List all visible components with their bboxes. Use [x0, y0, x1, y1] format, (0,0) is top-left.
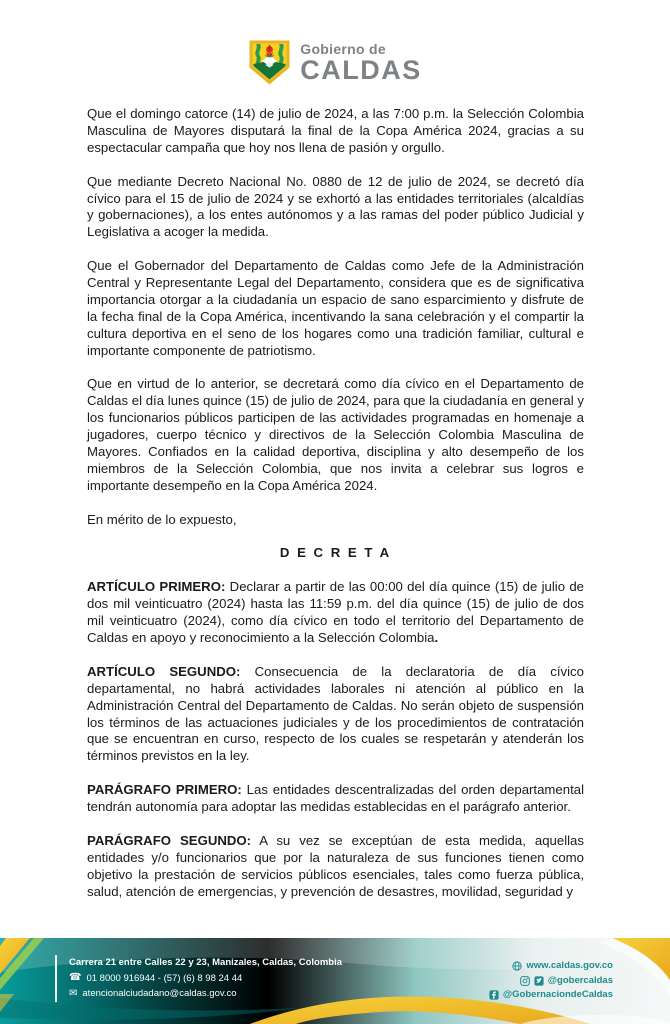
footer-phone	[69, 971, 342, 987]
instagram-icon[interactable]	[520, 976, 530, 986]
page-footer	[0, 938, 670, 1024]
footer-phone-text: 01 8000 916944 - (57) (6) 8 98 24 44	[86, 972, 243, 984]
considerando-paragraph-3: Que el Gobernador del Departamento de Caldas como Jefe de la Administración Central y Representante Legal del Departamento, considera que es de significativa importancia otorgar a la ciudadanía un espacio de sano esparcimiento y disfrute de la fecha final de la Copa América, incentivando la sana celebración y el compartir la cultura deportiva en el seno de los hogares como una tradición familiar, cultural e importante componente de patriotismo.	[87, 258, 584, 358]
articulo-segundo-text: Consecuencia de la declaratoria de día cívico departamental, no habrá actividades laborales ni atención al público en la Administración Central del Departamento de Caldas. No serán objeto de suspensión los términos de las actuaciones judiciales y de los procedimientos de contratación que se encuentran en curso, respecto de los cuales se respetarán y atenderán los términos previstos en la ley.	[87, 663, 584, 764]
footer-email-text[interactable]: atencionalciudadano@caldas.gov.co	[82, 988, 237, 999]
considerando-paragraph-1: Que el domingo catorce (14) de julio de 2024, a las 7:00 p.m. la Selección Colombia Masculina de Mayores disputará la final de la Copa América 2024, gracias a su espectacular campaña que hoy nos llena de pasión y orgullo.	[87, 106, 584, 155]
footer-website	[489, 959, 613, 974]
considerando-paragraph-4: Que en virtud de lo anterior, se decretará como día cívico en el Departamento de Caldas el día lunes quince (15) de julio de 2024, para que la ciudadanía en general y los funcionarios públicos participen de las actividades programadas en homenaje a jugadores, cuerpo técnico y directivos de la Selección Colombia Masculina de Mayores. Confiados en la calidad deportiva, disciplina y alto desempeño de los miembros de la Selección Colombia, que nos invita a celebrar sus logros e importante desempeño en la Copa América 2024.	[87, 376, 584, 493]
footer-address	[69, 955, 342, 971]
paragrafo-segundo-text: A su vez se exceptúan de esta medida, aquellas entidades y/o funcionarios que por la naturaleza de sus funciones tienen como objetivo la prestación de servicios públicos esenciales, tales como fuerza pública, salud, atención de emergencias, y prevención de desastres, movilidad, seguridad y	[87, 832, 584, 899]
paragrafo-primero-label: PARÁGRAFO PRIMERO:	[87, 782, 242, 798]
logo-wordmark	[300, 42, 422, 83]
footer-social-handle-text[interactable]: @gobercaldas	[547, 974, 613, 986]
phone-icon: ☎	[69, 972, 82, 984]
considerando-paragraph-2: Que mediante Decreto Nacional No. 0880 de 12 de julio de 2024, se decretó día cívico para el 15 de julio de 2024 y se exhortó a las entidades territoriales (alcaldías y gobernaciones), a los entes autónomos y a las ramas del poder público Judicial y Legislativa a acoger la medida.	[87, 173, 584, 240]
header-logo	[0, 0, 670, 92]
footer-email	[69, 986, 342, 1002]
articulo-primero-label: ARTÍCULO PRIMERO:	[87, 579, 226, 595]
footer-address-text: Carrera 21 entre Calles 22 y 23, Manizales, Caldas, Colombia	[69, 957, 342, 968]
footer-facebook	[489, 988, 613, 1003]
decreta-heading: D E C R E T A	[279, 545, 392, 561]
logo-text-caldas: CALDAS	[300, 55, 422, 85]
paragrafo-primero	[87, 782, 584, 816]
footer-facebook-handle-text[interactable]: @GobernaciondeCaldas	[502, 989, 613, 1000]
footer-social-block	[489, 959, 613, 1003]
merito-line: En mérito de lo expuesto,	[87, 511, 237, 527]
articulo-primero-text: Declarar a partir de las 00:00 del día quince (15) de julio de dos mil veinticuatro (2024) hasta las 11:59 p.m. del día quince (15) de julio de dos mil veinticuatro (2024), como día cívico en todo el territorio del Departamento de Caldas en apoyo y reconocimiento a la Selección Colombia	[87, 579, 584, 645]
globe-icon	[512, 961, 522, 971]
articulo-primero	[87, 579, 584, 647]
paragrafo-segundo	[87, 833, 584, 901]
twitter-icon[interactable]	[534, 976, 544, 986]
paragrafo-segundo-label: PARÁGRAFO SEGUNDO:	[87, 832, 252, 848]
articulo-segundo-label: ARTÍCULO SEGUNDO:	[87, 663, 241, 679]
facebook-icon[interactable]	[489, 990, 499, 1000]
footer-website-text[interactable]: www.caldas.gov.co	[526, 960, 613, 971]
footer-social-handles	[489, 974, 613, 989]
paragrafo-primero-text: Las entidades descentralizadas del orden departamental tendrán autonomía para adoptar las medidas establecidas en el parágrafo anterior.	[87, 782, 585, 815]
articulo-primero-suffix: .	[434, 630, 439, 645]
decree-body	[87, 106, 584, 900]
envelope-icon: ✉	[69, 987, 78, 999]
logo-text-gobierno: Gobierno de	[300, 41, 386, 57]
caldas-shield-icon	[248, 39, 291, 86]
articulo-segundo	[87, 664, 584, 765]
footer-contact-block	[55, 955, 342, 1002]
